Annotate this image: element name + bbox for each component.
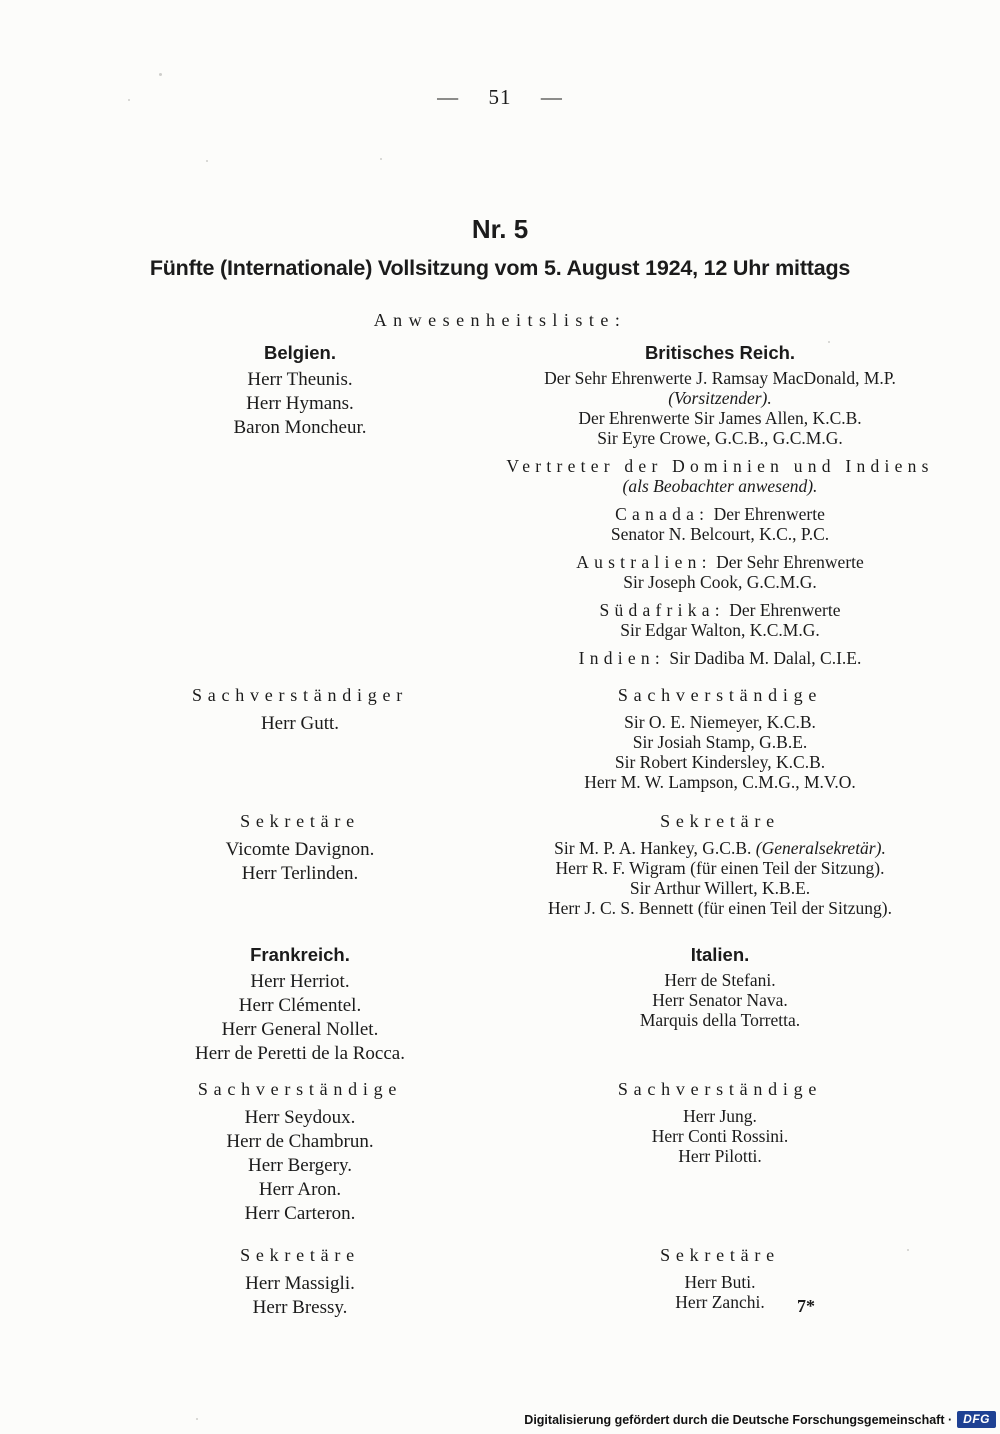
section-heading: Sekretäre xyxy=(240,811,360,831)
attendance-block xyxy=(470,1244,970,1312)
section-heading: Sachverständige xyxy=(617,1079,823,1099)
text-segment: Sir Dadiba M. Dalal, C.I.E. xyxy=(664,648,862,668)
attendee-line xyxy=(470,752,970,772)
text-segment: Herr Hymans. xyxy=(246,393,354,414)
attendee-line xyxy=(130,1106,470,1130)
right-column-cell xyxy=(470,944,970,1030)
attendance-block xyxy=(470,810,970,918)
left-column-cell xyxy=(130,1078,470,1226)
attendance-block xyxy=(470,552,970,592)
text-segment: Der Ehrenwerte xyxy=(724,600,841,620)
attendee-line xyxy=(470,990,970,1010)
scan-speck xyxy=(828,341,830,343)
attendee-line xyxy=(470,572,970,592)
attendance-block xyxy=(470,600,970,640)
text-segment: Indien: xyxy=(578,648,665,668)
attendance-block xyxy=(130,944,470,1066)
attendee-line xyxy=(470,368,970,388)
text-segment: Herr Aron. xyxy=(258,1179,342,1200)
left-column-cell xyxy=(130,342,470,440)
attendance-block xyxy=(130,1078,470,1226)
scan-speck xyxy=(196,1418,198,1420)
attendance-block xyxy=(470,456,970,496)
text-segment: Herr R. F. Wigram (für einen Teil der Sitzung). xyxy=(555,858,885,878)
attendee-line xyxy=(130,1178,470,1202)
attendee-line xyxy=(470,1010,970,1030)
attendee-line xyxy=(130,862,470,886)
attendee-line xyxy=(130,838,470,862)
attendee-line xyxy=(470,712,970,732)
scan-speck xyxy=(206,160,208,162)
attendance-block xyxy=(470,684,970,792)
printers-mark: 7* xyxy=(797,1296,815,1316)
attendee-line xyxy=(130,1042,470,1066)
right-column-cell xyxy=(470,684,970,792)
text-segment: Der Ehrenwerte Sir James Allen, K.C.B. xyxy=(578,408,862,428)
attendee-line xyxy=(130,1130,470,1154)
text-segment: Herr Theunis. xyxy=(247,369,353,390)
attendee-line xyxy=(470,878,970,898)
section-heading: Sekretäre xyxy=(660,811,780,831)
text-segment: Herr Clémentel. xyxy=(238,995,362,1016)
attendee-line xyxy=(130,712,470,736)
attendance-row xyxy=(130,342,970,668)
attendance-block xyxy=(470,944,970,1030)
text-segment: Herr Pilotti. xyxy=(678,1146,762,1166)
attendee-line xyxy=(470,1292,970,1312)
attendee-line xyxy=(470,476,970,496)
right-column-cell xyxy=(470,810,970,918)
text-segment: Herr Buti. xyxy=(684,1272,756,1292)
attendee-line xyxy=(470,408,970,428)
attendee-line xyxy=(130,1018,470,1042)
text-segment: Herr Carteron. xyxy=(244,1203,356,1224)
attendance-block xyxy=(470,504,970,544)
text-segment: (Vorsitzender). xyxy=(668,388,772,408)
text-segment: Vicomte Davignon. xyxy=(225,839,375,860)
section-heading: Sekretäre xyxy=(240,1245,360,1265)
text-segment: Sir Josiah Stamp, G.B.E. xyxy=(632,732,808,752)
text-segment: Canada: xyxy=(615,504,710,524)
session-title: Fünfte (Internationale) Vollsitzung vom 5. August 1924, 12 Uhr mittags xyxy=(149,256,851,280)
section-heading: Italien. xyxy=(690,944,750,965)
attendee-line xyxy=(470,1106,970,1126)
text-segment: Der Ehrenwerte xyxy=(709,504,825,524)
section-heading: Frankreich. xyxy=(250,944,350,965)
scan-speck xyxy=(380,158,382,160)
text-segment: Herr Bergery. xyxy=(248,1155,352,1176)
attendee-line xyxy=(130,416,470,440)
text-segment: Sir Arthur Willert, K.B.E. xyxy=(629,878,811,898)
left-column-cell xyxy=(130,1244,470,1320)
attendance-block xyxy=(470,648,970,668)
text-segment: Australien: xyxy=(576,552,712,572)
text-segment: Sir Edgar Walton, K.C.M.G. xyxy=(620,620,820,640)
attendee-line xyxy=(470,456,970,476)
page-number: — 51 — xyxy=(437,85,563,109)
attendance-row xyxy=(130,944,970,1066)
attendee-line xyxy=(470,620,970,640)
text-segment: Südafrika: xyxy=(599,600,725,620)
attendance-row xyxy=(130,684,970,792)
right-column-cell xyxy=(470,1244,970,1312)
scan-speck xyxy=(128,99,130,101)
text-segment: Senator N. Belcourt, K.C., P.C. xyxy=(610,524,830,544)
attendee-line xyxy=(470,858,970,878)
left-column-cell xyxy=(130,684,470,736)
attendance-rows xyxy=(130,342,970,1320)
attendee-line xyxy=(470,838,970,858)
attendee-line xyxy=(130,368,470,392)
digitization-footer xyxy=(524,1411,996,1428)
right-column-cell xyxy=(470,342,970,668)
section-heading: Sachverständige xyxy=(197,1079,403,1099)
attendance-block xyxy=(130,684,470,736)
attendance-block xyxy=(470,342,970,448)
section-heading: Sachverständiger xyxy=(191,685,409,705)
text-segment: Sir Eyre Crowe, G.C.B., G.C.M.G. xyxy=(597,428,843,448)
attendee-line xyxy=(470,898,970,918)
text-segment: Herr de Peretti de la Rocca. xyxy=(195,1043,405,1064)
attendee-line xyxy=(130,994,470,1018)
scan-speck xyxy=(907,1249,909,1251)
text-segment: Herr Gutt. xyxy=(260,713,340,734)
text-segment: Sir M. P. A. Hankey, G.C.B. xyxy=(554,838,756,858)
attendee-line xyxy=(130,1154,470,1178)
attendee-line xyxy=(470,1126,970,1146)
text-segment: Herr Jung. xyxy=(683,1106,757,1126)
text-segment: Herr Terlinden. xyxy=(241,863,359,884)
text-segment: Herr de Stefani. xyxy=(664,970,776,990)
text-segment: (Generalsekretär). xyxy=(755,838,886,858)
attendee-line xyxy=(470,552,970,572)
right-column-cell xyxy=(470,1078,970,1166)
attendance-block xyxy=(470,1078,970,1166)
digitization-note: Digitalisierung gefördert durch die Deutsche Forschungsgemeinschaft · xyxy=(524,1412,953,1427)
section-heading: Sekretäre xyxy=(660,1245,780,1265)
text-segment: Herr Bressy. xyxy=(252,1297,348,1318)
text-segment: Sir O. E. Niemeyer, K.C.B. xyxy=(624,712,816,732)
text-segment: Herr General Nollet. xyxy=(221,1019,379,1040)
text-segment: Marquis della Torretta. xyxy=(639,1010,801,1030)
text-segment: Herr Senator Nava. xyxy=(652,990,788,1010)
scan-speck xyxy=(159,73,162,76)
attendee-line xyxy=(470,428,970,448)
dfg-logo: DFG xyxy=(957,1411,996,1428)
attendee-line xyxy=(470,1272,970,1292)
section-heading: Britisches Reich. xyxy=(644,342,796,363)
text-segment: Sir Joseph Cook, G.C.M.G. xyxy=(623,572,817,592)
attendance-row xyxy=(130,1244,970,1320)
attendee-line xyxy=(130,1296,470,1320)
section-heading: Belgien. xyxy=(264,342,336,363)
text-segment: Herr Conti Rossini. xyxy=(651,1126,789,1146)
section-heading: Sachverständige xyxy=(617,685,823,705)
left-column-cell xyxy=(130,944,470,1066)
attendance-row xyxy=(130,810,970,918)
text-segment: Sir Robert Kindersley, K.C.B. xyxy=(614,752,826,772)
text-segment: Der Sehr Ehrenwerte J. Ramsay MacDonald, M.P. xyxy=(544,368,896,388)
attendee-line xyxy=(130,1272,470,1296)
text-segment: Herr de Chambrun. xyxy=(226,1131,374,1152)
attendee-line xyxy=(130,970,470,994)
text-segment: Der Sehr Ehrenwerte xyxy=(711,552,864,572)
text-segment: Herr Zanchi. xyxy=(675,1292,765,1312)
attendance-list-heading: Anwesenheitsliste: xyxy=(373,310,627,330)
attendee-line xyxy=(470,524,970,544)
document-number-heading: Nr. 5 xyxy=(471,214,529,244)
text-segment: Herr Seydoux. xyxy=(244,1107,356,1128)
text-segment: Herr Herriot. xyxy=(250,971,350,992)
attendee-line xyxy=(130,1202,470,1226)
attendee-line xyxy=(470,772,970,792)
text-segment: (als Beobachter anwesend). xyxy=(622,476,818,496)
attendee-line xyxy=(470,732,970,752)
text-segment: Herr M. W. Lampson, C.M.G., M.V.O. xyxy=(584,772,856,792)
attendance-block xyxy=(130,1244,470,1320)
attendee-line xyxy=(470,388,970,408)
text-segment: Baron Moncheur. xyxy=(233,417,367,438)
attendee-line xyxy=(470,648,970,668)
attendance-row xyxy=(130,1078,970,1226)
attendee-line xyxy=(130,392,470,416)
attendance-block xyxy=(130,342,470,440)
attendee-line xyxy=(470,970,970,990)
attendance-block xyxy=(130,810,470,886)
attendee-line xyxy=(470,504,970,524)
attendee-line xyxy=(470,1146,970,1166)
attendee-line xyxy=(470,600,970,620)
text-segment: Vertreter der Dominien und Indiens xyxy=(506,456,934,476)
left-column-cell xyxy=(130,810,470,886)
text-segment: Herr J. C. S. Bennett (für einen Teil der Sitzung). xyxy=(547,898,892,918)
text-segment: Herr Massigli. xyxy=(245,1273,355,1294)
